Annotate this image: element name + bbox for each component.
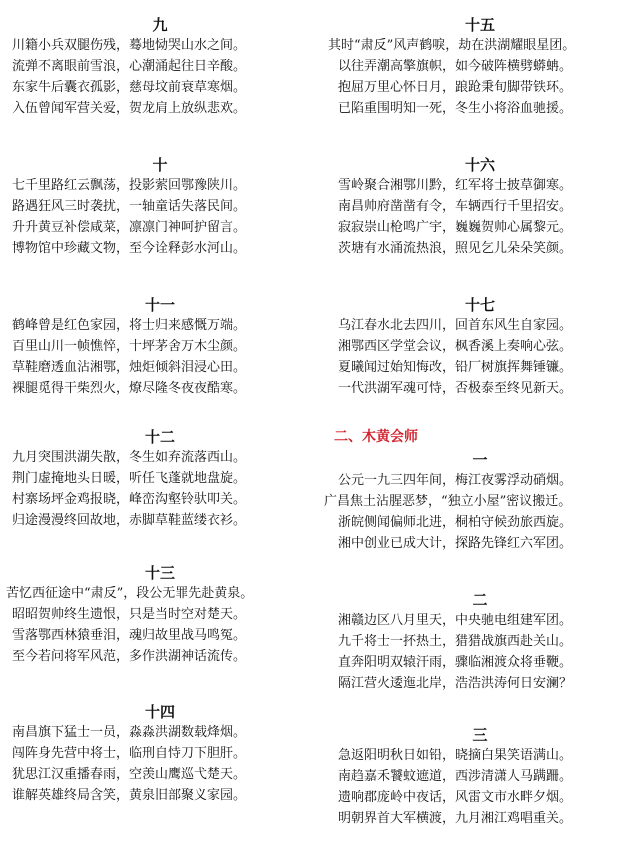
poem-title: 十 <box>152 156 168 174</box>
poem-line: 浙皖侧闻偏师北进，桐柏守候劲旅西旋。 <box>338 515 573 530</box>
poem-line: 裸腿觅得干柴烈火，燎尽隆冬夜夜酷寒。 <box>12 381 247 396</box>
poem-line: 至今若问将军风范，多作洪湖神话流传。 <box>12 649 247 664</box>
poem-line: 入伍曾闻军营关爱，贺龙肩上放纵悲欢。 <box>12 101 247 116</box>
poem-line: 南昌帅府凿凿有令，车辆西行千里招安。 <box>338 199 573 214</box>
poem-line: 归途漫漫终回故地，赤脚草鞋蓝缕衣衫。 <box>12 513 247 528</box>
poem-line: 夏曦闻过始知悔改，铅厂树旗挥舞锤镰。 <box>338 360 573 375</box>
poem-line: 明朝界首大军横渡，九月湘江鸡唱重关。 <box>338 811 573 826</box>
poem <box>0 702 320 806</box>
poem-title: 十五 <box>464 16 495 34</box>
poem <box>0 155 320 259</box>
poem-title: 二 <box>472 591 488 609</box>
poem <box>0 15 320 119</box>
poem-line: 公元一九三四年间，梅江夜雾浮动硝烟。 <box>338 473 573 488</box>
poem-line: 博物馆中珍藏文物，至今诠释彭水河山。 <box>12 241 247 256</box>
poem-line: 茨塘有水涌流热浪，照见乞儿朵朵笑颜。 <box>338 241 573 256</box>
poem-title: 十二 <box>144 428 175 446</box>
poem-line: 荆门虚掩地头日暖，听任飞蓬就地盘旋。 <box>12 471 247 486</box>
poem-line: 苦忆西征途中“肃反”，段公无罪先赴黄泉。 <box>6 586 254 601</box>
poem-title: 十六 <box>464 156 495 174</box>
poem-line: 隔江营火逶迤北岸，浩浩洪涛何日安澜？ <box>338 676 573 691</box>
poem <box>320 155 640 259</box>
poem-line: 遗响郡庞岭中夜话，风雷文市水畔夕烟。 <box>338 790 573 805</box>
poem-line: 抱屈万里心怀日月，踉跄秉旬脚带铁环。 <box>338 80 573 95</box>
poem <box>0 563 320 667</box>
poem-line: 流弹不离眼前雪浪，心潮涌起往日辛酸。 <box>12 59 247 74</box>
section-title: 二、木黄会师 <box>334 429 418 445</box>
poem <box>320 450 640 554</box>
poem-line: 寂寂崇山枪鸣广宇，巍巍贺帅心属黎元。 <box>338 220 573 235</box>
poem <box>0 427 320 531</box>
poem <box>320 590 640 694</box>
poem-line: 昭昭贺帅终生遗恨，只是当时空对楚天。 <box>12 607 247 622</box>
poem-line: 东家牛后囊衣孤影，慈母坟前衰草寒烟。 <box>12 80 247 95</box>
poem-line: 一代洪湖军魂可恃，否极泰至终见新天。 <box>338 381 573 396</box>
poem-line: 南趋嘉禾饕蚊遮道，西涉清潇人马蹒跚。 <box>338 769 573 784</box>
poem-line: 广昌焦土沾腥恶梦，“独立小屋”密议搬迁。 <box>324 494 572 509</box>
poem-line: 湘赣边区八月里天，中央驰电组建军团。 <box>338 613 573 628</box>
poem-line: 七千里路红云飘荡，投影萦回鄂豫陕川。 <box>12 178 247 193</box>
poem-title: 十三 <box>144 564 175 582</box>
poem-line: 雪岭聚合湘鄂川黔，红军将士披草御寒。 <box>338 178 573 193</box>
poem-title: 一 <box>472 451 488 469</box>
poem-line: 升升黄豆补偿咸菜，凛凛门神呵护留言。 <box>12 220 247 235</box>
poem-title: 三 <box>472 726 488 744</box>
poem-line: 湘中创业已成大计，探路先锋红六军团。 <box>338 536 573 551</box>
poem-line: 鹤峰曾是红色家园，将士归来感慨万端。 <box>12 318 247 333</box>
poem-line: 其时“肃反”风声鹤唳，劫在洪湖耀眼星团。 <box>328 38 576 53</box>
poem-line: 百里山川一帧憔悴，十坪茅舍万木尘颜。 <box>12 339 247 354</box>
poem-line: 闯阵身先营中将士，临刑自恃刀下胆肝。 <box>12 746 247 761</box>
poem-line: 谁解英雄终局含笑，黄泉旧部聚义家园。 <box>12 788 247 803</box>
poem-line: 川籍小兵双腿伤残，蓦地恸哭山水之间。 <box>12 38 247 53</box>
poem-line: 以往弄潮高擎旗帜，如今破阵横劈蟒蚺。 <box>338 59 573 74</box>
poem-line: 九千将士一抔热土，猎猎战旗西赴关山。 <box>338 634 573 649</box>
poem-line: 路遇狂风三时袭扰，一轴童话失落民间。 <box>12 199 247 214</box>
poem <box>320 15 640 119</box>
poem-line: 村寨场坪金鸡报晓，峰峦沟壑铃驮叩关。 <box>12 492 247 507</box>
poem-line: 南昌旗下猛士一员，淼淼洪湖数载烽烟。 <box>12 725 247 740</box>
poem-line: 乌江春水北去四川，回首东风生自家园。 <box>338 318 573 333</box>
poem-line: 犹思江汉重播春雨，空羡山鹰巡弋楚天。 <box>12 767 247 782</box>
poem-line: 雪落鄂西林猿垂泪，魂归故里战马鸣冤。 <box>12 628 247 643</box>
poem <box>320 295 640 399</box>
poem-line: 已陷重围明知一死，冬生小将浴血驰援。 <box>338 101 573 116</box>
poem-title: 十七 <box>464 296 495 314</box>
poem-title: 十一 <box>144 296 175 314</box>
poem-line: 直奔阳明双辕汗雨，骤临湘渡众将垂鞭。 <box>338 655 573 670</box>
poem-title: 十四 <box>144 703 175 721</box>
poem-line: 湘鄂西区学堂会议，枫香溪上奏响心弦。 <box>338 339 573 354</box>
poem-title: 九 <box>152 16 168 34</box>
poem-line: 急返阳明秋日如铅，晓摘白果笑语满山。 <box>338 748 573 763</box>
poem-line: 草鞋磨透血沾湘鄂，烛炬倾斜泪浸心田。 <box>12 360 247 375</box>
poem-line: 九月突围洪湖失散，冬生如弃流落西山。 <box>12 450 247 465</box>
poem <box>320 725 640 829</box>
right-column <box>320 0 640 843</box>
poem <box>0 295 320 399</box>
